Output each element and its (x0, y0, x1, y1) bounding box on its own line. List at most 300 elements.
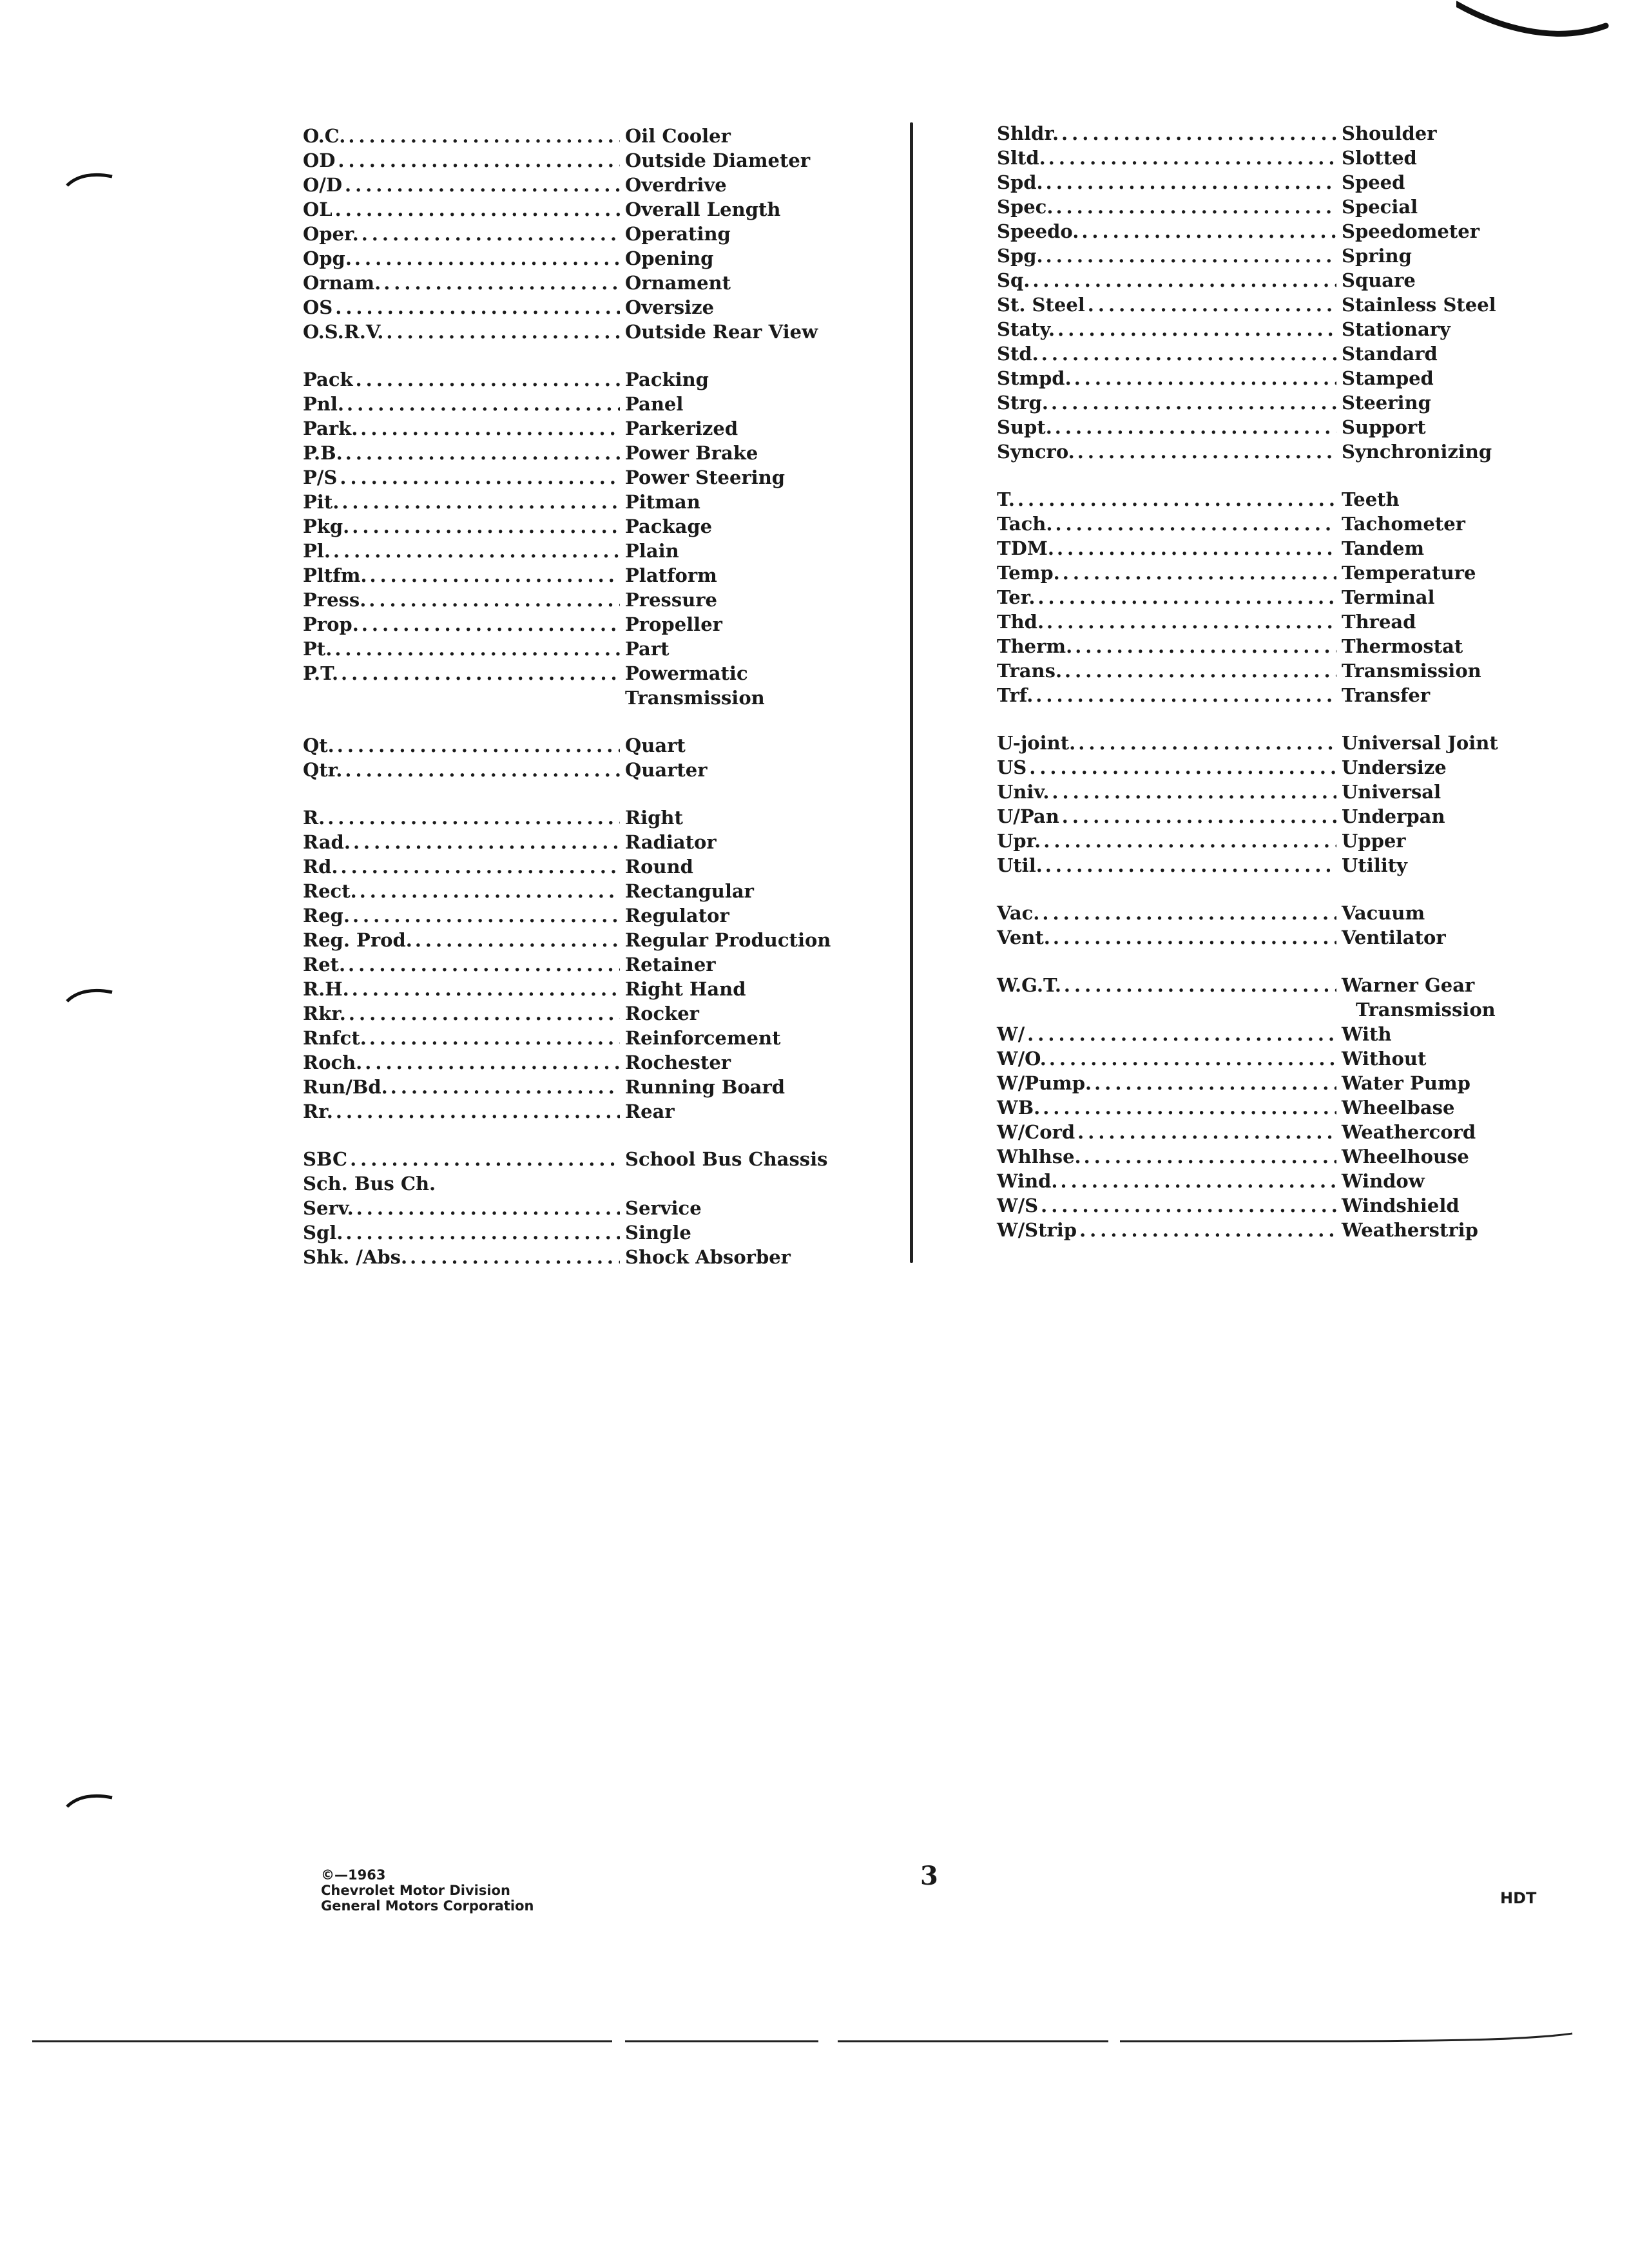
abbreviation: Pit. (303, 491, 340, 513)
abbreviation-entry (997, 146, 1506, 170)
dot-leader (352, 903, 620, 928)
abbreviation: W/ (997, 1023, 1025, 1045)
definition (625, 124, 844, 148)
abbreviation-group (303, 805, 844, 1124)
dot-leader (369, 1026, 620, 1050)
abbreviation: Trf. (997, 684, 1034, 706)
definition-line: Undersize (1342, 756, 1447, 778)
definition (1342, 610, 1506, 634)
dot-leader (356, 1196, 620, 1220)
abbreviation-entry (303, 246, 844, 271)
abbreviation: Press. (303, 589, 367, 611)
abbreviation: US (997, 756, 1027, 778)
definition (625, 148, 844, 173)
abbreviation: Stmpd. (997, 367, 1072, 389)
dot-leader (347, 392, 620, 416)
definition-line: Quarter (625, 759, 708, 781)
dot-leader (1053, 925, 1336, 950)
dot-leader (360, 416, 620, 441)
definition (1342, 1046, 1506, 1071)
abbreviation: Rad. (303, 831, 351, 853)
dot-leader (369, 563, 620, 588)
definition (625, 977, 844, 1001)
abbreviation: Upr. (997, 830, 1041, 852)
abbreviation-entry (997, 536, 1506, 561)
dot-leader (1051, 390, 1336, 415)
definition-line: Transmission (1356, 999, 1496, 1021)
abbreviation: W.G.T. (997, 974, 1061, 996)
definition (625, 271, 844, 295)
abbreviation: Speedo. (997, 220, 1079, 242)
abbreviation: W/Pump. (997, 1072, 1092, 1094)
definition (1342, 341, 1506, 366)
dot-leader (1055, 512, 1336, 536)
abbreviation: O.S.R.V. (303, 321, 384, 343)
definition-line: Steering (1342, 392, 1431, 414)
dot-leader (350, 1147, 620, 1171)
abbreviation-entry (303, 903, 844, 928)
abbreviation-entry (997, 341, 1506, 366)
definition (1342, 829, 1506, 853)
definition-line: Stationary (1342, 318, 1451, 340)
definition-line: Single (625, 1222, 691, 1244)
abbreviation: O.C. (303, 125, 346, 147)
dot-leader (369, 588, 620, 612)
definition (1342, 317, 1506, 341)
definition (1342, 536, 1506, 561)
definition-line: Without (1342, 1048, 1427, 1070)
definition-line: Support (1342, 416, 1426, 438)
dot-leader (348, 124, 620, 148)
definition (1342, 901, 1506, 925)
definition (625, 1147, 844, 1171)
definition-line: Wheelbase (1342, 1097, 1455, 1119)
abbreviation: Opg. (303, 247, 352, 269)
abbreviation-entry (997, 1120, 1506, 1144)
abbreviation-group (303, 1147, 844, 1269)
binder-hole-mark (64, 1790, 116, 1809)
definition-line: Shock Absorber (625, 1246, 791, 1268)
abbreviation: Shldr. (997, 122, 1059, 144)
abbreviation-group (997, 973, 1506, 1242)
abbreviation: Sq. (997, 269, 1030, 291)
abbreviation-entry (997, 610, 1506, 634)
dot-leader (334, 637, 620, 661)
dot-leader (360, 879, 620, 903)
abbreviation-entry (303, 854, 844, 879)
dot-leader (1049, 1046, 1336, 1071)
dot-leader (336, 1099, 620, 1124)
dot-leader (1043, 829, 1336, 853)
abbreviation: Temp. (997, 562, 1060, 584)
definition (1342, 925, 1506, 950)
definition (625, 758, 844, 782)
dot-leader (1032, 268, 1336, 293)
abbreviation: W/Cord (997, 1121, 1075, 1143)
definition-line: Operating (625, 223, 731, 245)
definition-line: Square (1342, 269, 1416, 291)
abbreviation-group (997, 121, 1506, 464)
abbreviation: Reg. (303, 905, 350, 927)
definition (625, 1001, 844, 1026)
definition-line: Vacuum (1342, 902, 1425, 924)
definition (625, 879, 844, 903)
copyright-block (321, 1867, 534, 1914)
abbreviation: OS (303, 296, 333, 318)
dot-leader (1062, 804, 1336, 829)
definition (625, 1220, 844, 1245)
definition-line: Right Hand (625, 978, 746, 1000)
definition-line: Pressure (625, 589, 718, 611)
abbreviation: Serv. (303, 1197, 354, 1219)
abbreviation: Vac. (997, 902, 1040, 924)
abbreviation-entry (303, 928, 844, 952)
column-divider (910, 122, 913, 1263)
definition-line: Plain (625, 540, 679, 562)
abbreviation-entry (303, 1001, 844, 1026)
definition-line: Synchronizing (1342, 441, 1492, 463)
dot-leader (342, 490, 620, 514)
definition-line: Warner Gear (1342, 974, 1475, 996)
definition (1342, 1218, 1506, 1242)
dot-leader (1081, 219, 1336, 244)
definition (1342, 390, 1506, 415)
definition (1342, 487, 1506, 512)
definition (625, 903, 844, 928)
dot-leader (361, 222, 620, 246)
definition (1342, 244, 1506, 268)
abbreviation: Tach. (997, 513, 1053, 535)
abbreviation-entry (997, 829, 1506, 853)
definition (1342, 561, 1506, 585)
abbreviation-entry (303, 563, 844, 588)
definition-line: Tachometer (1342, 513, 1465, 535)
abbreviation-entry (997, 1071, 1506, 1095)
page-number: 3 (920, 1861, 938, 1891)
abbreviation-group (997, 731, 1506, 878)
abbreviation-entry (303, 222, 844, 246)
definition (625, 246, 844, 271)
definition (1342, 1071, 1506, 1095)
definition-line: Standard (1342, 343, 1438, 365)
dot-leader (1079, 1218, 1336, 1242)
abbreviation: R.H. (303, 978, 349, 1000)
abbreviation-entry (303, 661, 844, 710)
dot-leader (361, 612, 620, 637)
definition (625, 416, 844, 441)
abbreviation-entry (997, 293, 1506, 317)
abbreviation: U-joint. (997, 732, 1076, 754)
abbreviation: Wind. (997, 1170, 1058, 1192)
abbreviation-entry (997, 1218, 1506, 1242)
abbreviation: Univ. (997, 781, 1050, 803)
abbreviation-entry (997, 853, 1506, 878)
definition-line: Ventilator (1342, 927, 1446, 948)
binder-hole-mark (64, 169, 116, 188)
definition-line: Oil Cooler (625, 125, 731, 147)
definition-line: Regular Production (625, 929, 831, 951)
definition (625, 173, 844, 197)
dot-leader (340, 854, 620, 879)
definition (625, 1245, 844, 1269)
definition-line: Spring (1342, 245, 1412, 267)
definition (1342, 1095, 1506, 1120)
definition (625, 952, 844, 977)
definition (1342, 804, 1506, 829)
dot-leader (1063, 561, 1336, 585)
abbreviation: Rr. (303, 1100, 333, 1122)
definition-line: Transmission (625, 687, 765, 709)
abbreviation-group (303, 124, 844, 344)
definition (1342, 170, 1506, 195)
abbreviation: P.T. (303, 662, 339, 684)
dot-leader (1075, 634, 1336, 658)
definition-line: Rocker (625, 1003, 699, 1024)
definition (625, 465, 844, 490)
definition-line: Parkerized (625, 418, 738, 439)
abbreviation-entry (303, 1099, 844, 1124)
abbreviation-entry (997, 901, 1506, 925)
dot-leader (1046, 610, 1336, 634)
abbreviation-entry (303, 271, 844, 295)
abbreviation: P/S (303, 466, 338, 488)
abbreviation-entry (303, 830, 844, 854)
copyright-line: General Motors Corporation (321, 1898, 534, 1914)
definition-line: Service (625, 1197, 702, 1219)
abbreviation-entry (997, 973, 1506, 1022)
abbreviation: Whlhse. (997, 1146, 1081, 1168)
definition (1342, 268, 1506, 293)
abbreviation-entry (303, 148, 844, 173)
dot-leader (410, 1245, 620, 1269)
abbreviation: Sch. Bus Ch. (303, 1173, 436, 1195)
dot-leader (335, 197, 620, 222)
definition (625, 830, 844, 854)
dot-leader (1046, 244, 1336, 268)
definition (1342, 1120, 1506, 1144)
definition (625, 539, 844, 563)
definition-line: Special (1342, 196, 1418, 218)
abbreviation-entry (997, 731, 1506, 755)
abbreviation: OL (303, 198, 333, 220)
dot-leader (345, 758, 620, 782)
definition-line: Platform (625, 564, 717, 586)
abbreviation-entry (303, 952, 844, 977)
dot-leader (1041, 341, 1336, 366)
dot-leader (349, 1001, 620, 1026)
abbreviation: Qt. (303, 735, 334, 756)
definition (1342, 293, 1506, 317)
dot-leader (348, 952, 620, 977)
definition-line: Power Brake (625, 442, 758, 464)
abbreviation: Trans. (997, 660, 1063, 682)
dot-leader (1045, 853, 1336, 878)
definition (1342, 853, 1506, 878)
definition-line: Stamped (1342, 367, 1434, 389)
abbreviation: WB. (997, 1097, 1041, 1119)
definition (625, 637, 844, 661)
abbreviation: Pkg. (303, 515, 350, 537)
abbreviation: Spg. (997, 245, 1043, 267)
dot-leader (1055, 195, 1336, 219)
definition-line: Slotted (1342, 147, 1417, 169)
definition (625, 295, 844, 320)
right-column (997, 121, 1506, 1265)
copyright-line: Chevrolet Motor Division (321, 1883, 510, 1898)
abbreviation-entry (303, 805, 844, 830)
abbreviation-entry (303, 173, 844, 197)
dot-leader (352, 977, 620, 1001)
dot-leader (1027, 1022, 1336, 1046)
abbreviation-entry (303, 1050, 844, 1075)
abbreviation: Reg. Prod. (303, 929, 412, 951)
definition (625, 1026, 844, 1050)
abbreviation-entry (997, 658, 1506, 683)
dot-leader (356, 367, 620, 392)
abbreviation-entry (997, 219, 1506, 244)
definition-line: Right (625, 807, 683, 829)
definition (1342, 219, 1506, 244)
abbreviation-entry (997, 780, 1506, 804)
abbreviation-entry (303, 1171, 844, 1196)
abbreviation-entry (997, 1095, 1506, 1120)
definition-line: Overdrive (625, 174, 727, 196)
abbreviation-entry (303, 295, 844, 320)
abbreviation-entry (303, 539, 844, 563)
abbreviation: Thd. (997, 611, 1045, 633)
definition-line: Utility (1342, 854, 1407, 876)
dot-leader (1077, 1120, 1336, 1144)
definition-line: Package (625, 515, 713, 537)
abbreviation: TDM. (997, 537, 1054, 559)
dot-leader (340, 465, 620, 490)
definition (625, 320, 844, 344)
abbreviation: Spec. (997, 196, 1054, 218)
definition-line: Radiator (625, 831, 717, 853)
abbreviation-entry (997, 121, 1506, 146)
definition-line: Transmission (1342, 660, 1481, 682)
definition (1342, 755, 1506, 780)
definition (1342, 415, 1506, 439)
copyright-line: ©—1963 (321, 1867, 386, 1883)
abbreviation-entry (303, 1075, 844, 1099)
abbreviation-entry (997, 585, 1506, 610)
definition-line: Pitman (625, 491, 700, 513)
dot-leader (383, 271, 620, 295)
dot-leader (345, 441, 620, 465)
abbreviation: Rd. (303, 856, 338, 878)
definition (1342, 1144, 1506, 1169)
abbreviation-entry (303, 441, 844, 465)
dot-leader (353, 830, 620, 854)
definition (1342, 585, 1506, 610)
abbreviation-entry (997, 1022, 1506, 1046)
definition (625, 367, 844, 392)
abbreviation-entry (303, 124, 844, 148)
definition (625, 1196, 844, 1220)
abbreviation: Vent. (997, 927, 1050, 948)
abbreviation-entry (303, 367, 844, 392)
definition-line: Thermostat (1342, 635, 1463, 657)
definition (1342, 1193, 1506, 1218)
definition (1342, 683, 1506, 707)
dot-leader (386, 320, 620, 344)
definition-line: Opening (625, 247, 714, 269)
dot-leader (1036, 683, 1336, 707)
definition-line: Transfer (1342, 684, 1431, 706)
definition (625, 441, 844, 465)
dot-leader (1088, 293, 1336, 317)
definition (1342, 731, 1506, 755)
dot-leader (327, 805, 620, 830)
dot-leader (390, 1075, 620, 1099)
definition-line: Round (625, 856, 693, 878)
dot-leader (415, 928, 620, 952)
definition-line: Panel (625, 393, 684, 415)
binder-hole-mark (64, 985, 116, 1004)
abbreviation: Pnl. (303, 393, 345, 415)
bottom-edge-line (26, 2030, 1585, 2049)
dot-leader (345, 173, 620, 197)
dot-leader (1074, 366, 1336, 390)
abbreviation: W/O. (997, 1048, 1046, 1070)
abbreviation-entry (303, 1196, 844, 1220)
abbreviation: Std. (997, 343, 1039, 365)
abbreviation-entry (997, 1046, 1506, 1071)
definition (625, 197, 844, 222)
dot-leader (1037, 585, 1336, 610)
abbreviation: T. (997, 488, 1015, 510)
abbreviation-entry (997, 268, 1506, 293)
definition (625, 1099, 844, 1124)
definition-line: Oversize (625, 296, 715, 318)
abbreviation-group (303, 367, 844, 710)
definition-line: Regulator (625, 905, 729, 927)
abbreviation-entry (303, 416, 844, 441)
abbreviation-entry (303, 490, 844, 514)
abbreviation-entry (997, 512, 1506, 536)
definition-line: Upper (1342, 830, 1406, 852)
abbreviation: Strg. (997, 392, 1048, 414)
definition (625, 588, 844, 612)
definition-line: School Bus Chassis (625, 1148, 828, 1170)
definition (625, 612, 844, 637)
dot-leader (1077, 439, 1336, 464)
abbreviation-entry (303, 1220, 844, 1245)
definition-line: Propeller (625, 613, 722, 635)
definition (1342, 439, 1506, 464)
abbreviation: Prop. (303, 613, 359, 635)
definition-line: Rectangular (625, 880, 754, 902)
definition (625, 733, 844, 758)
abbreviation: Spd. (997, 171, 1043, 193)
abbreviation-entry (997, 1144, 1506, 1169)
abbreviation-entry (997, 634, 1506, 658)
abbreviation-entry (303, 514, 844, 539)
abbreviation: Rkr. (303, 1003, 346, 1024)
dot-leader (1084, 1144, 1336, 1169)
dot-leader (1048, 146, 1336, 170)
definition-line: Rochester (625, 1052, 731, 1073)
abbreviation-entry (303, 612, 844, 637)
abbreviation: Shk. /Abs. (303, 1246, 408, 1268)
abbreviation-entry (303, 1026, 844, 1050)
definition (1342, 780, 1506, 804)
abbreviation: Syncro. (997, 441, 1075, 463)
abbreviation-entry (303, 758, 844, 782)
abbreviation-entry (997, 170, 1506, 195)
abbreviation-entry (303, 637, 844, 661)
